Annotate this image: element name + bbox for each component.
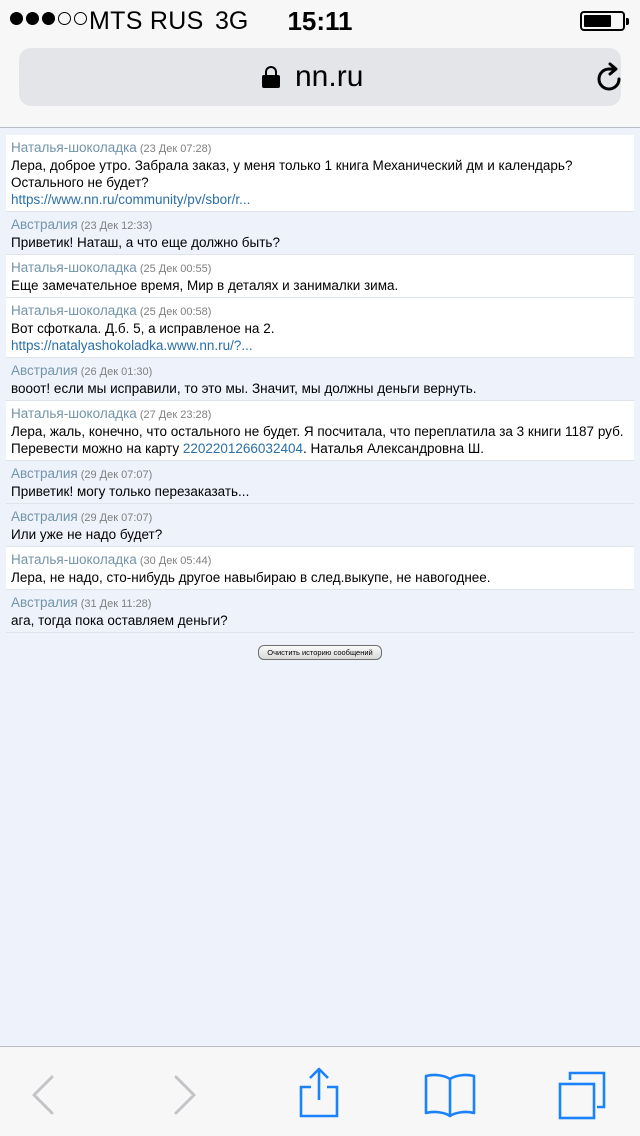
message-link[interactable]: https://www.nn.ru/community/pv/sbor/r...: [11, 192, 251, 207]
browser-top-bar: [0, 0, 640, 128]
message-author[interactable]: Австралия: [11, 466, 78, 481]
message-item: [6, 590, 634, 633]
network-type: 3G: [215, 7, 249, 35]
message-date: (25 Дек 00:55): [139, 263, 212, 275]
message-text: Приветик! могу только перезаказать...: [11, 484, 250, 499]
message-text-part: . Наталья Александровна Ш.: [302, 441, 485, 456]
message-text: Приветик! Наташ, а что еще должно быть?: [11, 235, 280, 250]
message-date: (31 Дек 11:28): [80, 598, 152, 610]
battery-icon: [580, 11, 625, 31]
message-text: [11, 440, 629, 457]
message-date: (23 Дек 12:33): [80, 220, 153, 232]
message-date: (25 Дек 00:58): [139, 306, 212, 318]
message-date: (30 Дек 05:44): [139, 555, 212, 567]
message-text: Лера, не надо, сто-нибудь другое навыбираю в след.выкупе, не навогоднее.: [11, 570, 491, 585]
address-bar[interactable]: [19, 48, 621, 106]
message-date: (26 Дек 01:30): [80, 366, 153, 378]
message-item: [6, 358, 634, 401]
message-author[interactable]: Наталья-шоколадка: [11, 140, 137, 155]
message-item: [6, 298, 634, 358]
message-author[interactable]: Австралия: [11, 363, 78, 378]
share-icon[interactable]: [291, 1067, 347, 1123]
lock-icon: [262, 66, 280, 88]
message-item: [6, 135, 634, 212]
message-date: (29 Дек 07:07): [80, 512, 153, 524]
message-author[interactable]: Австралия: [11, 509, 78, 524]
message-item: [6, 504, 634, 547]
tabs-icon[interactable]: [552, 1067, 608, 1123]
bookmarks-icon[interactable]: [422, 1067, 478, 1123]
message-text: Лера, жаль, конечно, что остального не будет. Я посчитала, что переплатила за 3 книги 1187 руб.: [11, 424, 624, 439]
message-text-part: Перевести можно на карту: [11, 441, 183, 456]
message-author[interactable]: Австралия: [11, 217, 78, 232]
card-number-link[interactable]: 2202201266032404: [182, 441, 303, 456]
carrier-name: MTS RUS: [89, 7, 204, 35]
message-item: [6, 401, 634, 461]
message-date: (27 Дек 23:28): [139, 409, 212, 421]
message-text: Остального не будет?: [11, 175, 149, 190]
message-author[interactable]: Наталья-шоколадка: [11, 260, 137, 275]
message-item: [6, 255, 634, 298]
clear-history-button[interactable]: Очистить историю сообщений: [258, 645, 382, 660]
message-history: [0, 129, 640, 1045]
message-date: (29 Дек 07:07): [80, 469, 153, 481]
message-text: ага, тогда пока оставляем деньги?: [11, 613, 228, 628]
message-text: вооот! если мы исправили, то это мы. Значит, мы должны деньги вернуть.: [11, 381, 477, 396]
message-author[interactable]: Наталья-шоколадка: [11, 406, 137, 421]
message-date: (23 Дек 07:28): [139, 143, 212, 155]
status-bar: [0, 0, 640, 40]
browser-toolbar: [0, 1046, 640, 1136]
message-author[interactable]: Наталья-шоколадка: [11, 552, 137, 567]
message-link[interactable]: https://natalyashokoladka.www.nn.ru/?...: [11, 338, 253, 353]
message-text: Вот сфоткала. Д.б. 5, а исправленое на 2.: [11, 321, 275, 336]
message-author[interactable]: Австралия: [11, 595, 78, 610]
forward-icon[interactable]: [156, 1067, 212, 1123]
reload-icon[interactable]: [593, 62, 625, 94]
message-item: [6, 212, 634, 255]
url-text[interactable]: nn.ru: [295, 60, 364, 93]
message-text: Или уже не надо будет?: [11, 527, 163, 542]
message-text: Еще замечательное время, Мир в деталях и занималки зима.: [11, 278, 399, 293]
back-icon[interactable]: [16, 1067, 72, 1123]
message-list: [6, 135, 634, 633]
status-time: 15:11: [287, 6, 353, 36]
message-item: [6, 461, 634, 504]
message-text: Лера, доброе утро. Забрала заказ, у меня только 1 книга Механический дм и календарь?: [11, 158, 573, 173]
message-item: [6, 547, 634, 590]
message-author[interactable]: Наталья-шоколадка: [11, 303, 137, 318]
